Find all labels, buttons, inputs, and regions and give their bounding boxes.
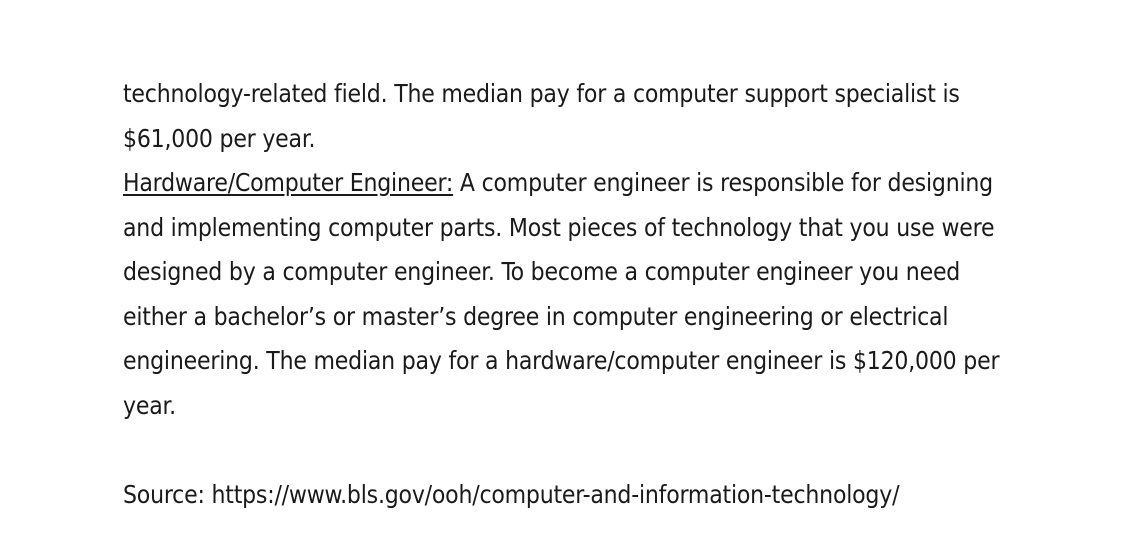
source-line — [123, 473, 1023, 518]
source-label: Source: — [123, 479, 212, 509]
term-hardware-computer-engineer: Hardware/Computer Engineer: — [123, 168, 454, 197]
paragraph-text: A computer engineer is responsible for designing and implementing computer parts. Most pieces of technology that you use were designed by a computer engineer. To become a computer engineer you need either a bachelor’s or master’s degree in computer engineering or electrical engineering. The median pay for a hardware/computer engineer is $120,000 per year. — [123, 168, 1000, 420]
slide-body-text — [123, 72, 1023, 517]
paragraph-hardware-computer-engineer — [123, 161, 1023, 428]
paragraph-spacer — [123, 428, 1023, 473]
paragraph-support-specialist — [123, 72, 1023, 161]
source-url[interactable]: https://www.bls.gov/ooh/computer-and-information-technology/ — [211, 479, 900, 509]
paragraph-text: technology-related field. The median pay for a computer support specialist is $61,000 per year. — [123, 79, 960, 153]
